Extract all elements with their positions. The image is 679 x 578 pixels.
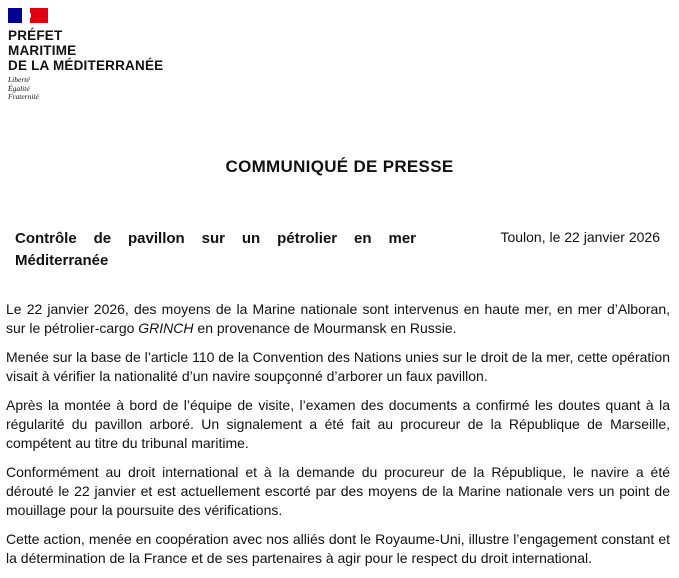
paragraph: Cette action, menée en coopération avec nos alliés dont le Royaume-Uni, illustre l’engagement constant et la détermination de la France et de ses partenaires à agir pour le respect du droit international.	[6, 531, 670, 566]
marianne-profile-icon	[19, 9, 33, 22]
press-release-subject: Contrôle de pavillon sur un pétrolier en mer Méditerranée	[15, 230, 416, 269]
motto-liberte: Liberté	[8, 75, 30, 84]
logo-line: PRÉFET	[8, 28, 63, 43]
paragraph: Après la montée à bord de l’équipe de visite, l’examen des documents a confirmé les doutes quant à la régularité du pavillon arboré. Un signalement a été fait au procureur de la République de Marseille, compétent au titre du tribunal maritime.	[6, 397, 670, 451]
prefet-maritime-wordmark	[8, 28, 163, 73]
republic-motto	[8, 76, 163, 102]
press-release-body	[6, 300, 670, 578]
republique-francaise-logo	[8, 8, 163, 102]
motto-egalite: Égalité	[8, 83, 30, 93]
document-title: COMMUNIQUÉ DE PRESSE	[225, 157, 454, 176]
paragraph: Menée sur la base de l’article 110 de la Convention des Nations unies sur le droit de la mer, cette opération visait à vérifier la nationalité d’un navire soupçonné d’arborer un faux pavillon.	[6, 349, 670, 384]
motto-fraternite: Fraternité	[8, 92, 39, 101]
dateline: Toulon, le 22 janvier 2026	[500, 229, 660, 245]
paragraph: Le 22 janvier 2026, des moyens de la Marine nationale sont intervenus en haute mer, en mer d’Alboran, sur le pétrolier-cargo GRINCH en provenance de Mourmansk en Russie.	[6, 301, 670, 336]
logo-line: MARITIME	[8, 43, 77, 58]
french-flag-icon	[8, 8, 48, 23]
ship-name: GRINCH	[138, 320, 194, 336]
logo-line: DE LA MÉDITERRANÉE	[8, 58, 164, 73]
paragraph: Conformément au droit international et à la demande du procureur de la République, le navire a été dérouté le 22 janvier et est actuellement escorté par des moyens de la Marine nationale vers un point de mouillage pour la poursuite des vérifications.	[6, 464, 670, 518]
